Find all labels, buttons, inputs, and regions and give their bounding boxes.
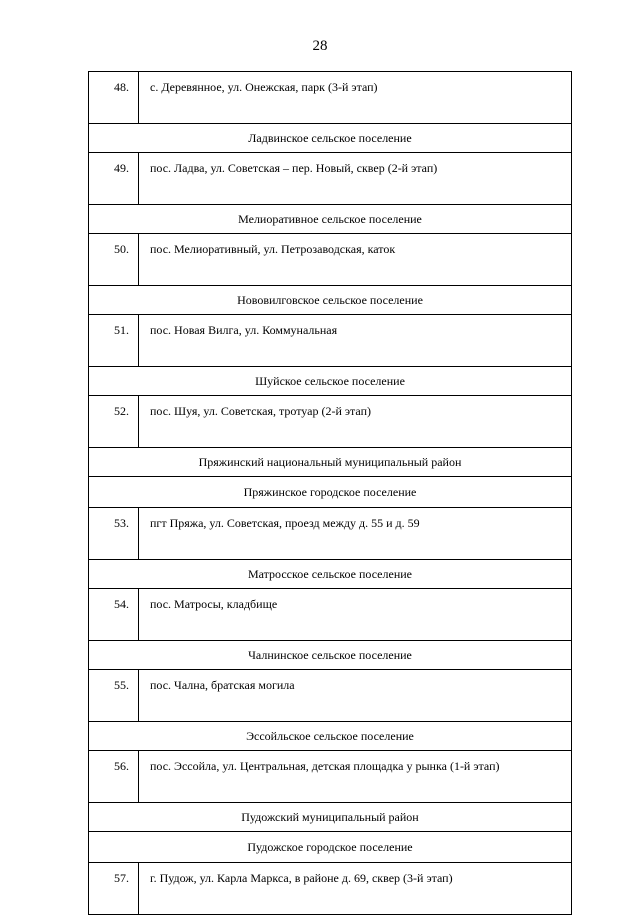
section-heading-row [89, 205, 572, 234]
row-description: г. Пудож, ул. Карла Маркса, в районе д. 69, сквер (3-й этап) [139, 863, 572, 915]
district-heading-row [89, 803, 572, 832]
table-row [89, 863, 572, 915]
table-row [89, 153, 572, 205]
section-heading-row [89, 832, 572, 863]
section-heading-row [89, 641, 572, 670]
district-heading: Пряжинский национальный муниципальный район [89, 448, 572, 477]
row-number: 57. [89, 863, 139, 915]
section-heading: Пудожское городское поселение [89, 832, 572, 863]
table-row [89, 670, 572, 722]
row-description: пос. Матросы, кладбище [139, 589, 572, 641]
objects-table [88, 71, 572, 915]
table-row [89, 72, 572, 124]
table-row [89, 396, 572, 448]
row-number: 48. [89, 72, 139, 124]
section-heading-row [89, 367, 572, 396]
table-row [89, 234, 572, 286]
row-number: 53. [89, 508, 139, 560]
section-heading-row [89, 560, 572, 589]
section-heading: Чалнинское сельское поселение [89, 641, 572, 670]
section-heading-row [89, 477, 572, 508]
section-heading: Нововилговское сельское поселение [89, 286, 572, 315]
row-number: 52. [89, 396, 139, 448]
table-row [89, 315, 572, 367]
table-row [89, 751, 572, 803]
row-number: 56. [89, 751, 139, 803]
row-description: с. Деревянное, ул. Онежская, парк (3-й этап) [139, 72, 572, 124]
row-description: пос. Ладва, ул. Советская – пер. Новый, сквер (2-й этап) [139, 153, 572, 205]
page-number: 28 [312, 38, 328, 54]
section-heading: Пряжинское городское поселение [89, 477, 572, 508]
row-number: 50. [89, 234, 139, 286]
section-heading-row [89, 722, 572, 751]
row-description: пос. Чална, братская могила [139, 670, 572, 722]
row-description: пгт Пряжа, ул. Советская, проезд между д. 55 и д. 59 [139, 508, 572, 560]
section-heading: Мелиоративное сельское поселение [89, 205, 572, 234]
section-heading: Матросское сельское поселение [89, 560, 572, 589]
table-row [89, 589, 572, 641]
table-row [89, 508, 572, 560]
section-heading: Ладвинское сельское поселение [89, 124, 572, 153]
row-number: 49. [89, 153, 139, 205]
row-description: пос. Эссойла, ул. Центральная, детская площадка у рынка (1-й этап) [139, 751, 572, 803]
section-heading-row [89, 286, 572, 315]
section-heading-row [89, 124, 572, 153]
row-number: 54. [89, 589, 139, 641]
row-number: 55. [89, 670, 139, 722]
section-heading: Эссойльское сельское поселение [89, 722, 572, 751]
district-heading-row [89, 448, 572, 477]
row-number: 51. [89, 315, 139, 367]
row-description: пос. Мелиоративный, ул. Петрозаводская, каток [139, 234, 572, 286]
section-heading: Шуйское сельское поселение [89, 367, 572, 396]
district-heading: Пудожский муниципальный район [89, 803, 572, 832]
row-description: пос. Шуя, ул. Советская, тротуар (2-й этап) [139, 396, 572, 448]
row-description: пос. Новая Вилга, ул. Коммунальная [139, 315, 572, 367]
